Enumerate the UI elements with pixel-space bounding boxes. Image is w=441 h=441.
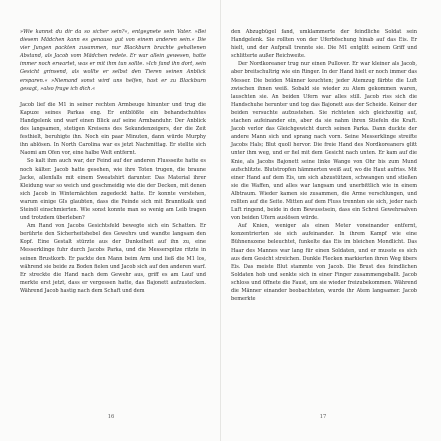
left-paragraph-4: Am Rand von Jacobs Gesichtsfeld bewegte sich ein Schatten. Er berührte den Sicherheitshebel des Gewehrs und wandte langsam den Kopf. Eine Gestalt stürzte aus der Dunkelheit auf ihn zu, eine Messerklinge fuhr durch Jacobs Parka, und die Messerspitze ritzte in seinen Brustkorb. Er packte den Mann beim Arm und ließ die M1 los, während sie beide zu Boden fielen und Jacob sich auf den anderen warf. Er streckte die Hand nach dem Gewehr aus, griff es am Lauf und merkte erst jetzt, dass er vergessen hatte, das Bajonett aufzustecken. Während Jacob hastig nach dem Schaft und dem bbox=[20, 223, 206, 294]
right-page bbox=[231, 28, 417, 303]
right-paragraph-1: den Abzugbügel fand, umklammerte der feindliche Soldat sein Handgelenk. Sie rollten von der Uferböschung hinab auf das Eis. Er hielt, und der Aufprall trennte sie. Die M1 entglitt seinem Griff und schlitterte außer Reichweite. bbox=[231, 29, 417, 60]
left-paragraph-2: Jacob lief die M1 in seiner rechten Armbeuge hinunter und trug die Kapuze seines Parkas eng. Er entblößte ein behandschuhtes Handgelenk und warf einen Blick auf seine Armbanduhr. Der Anblick des langsamen, stetigen Kreisens des Sekundenzeigers, der die Zeit festhielt, beruhigte ihn. Noch ein paar Minuten, dann würde Murphy ihn ablösen. In North Carolina war es jetzt Nachmittag. Er stellte sich Naomi am Ofen vor, eine halbe Welt entfernt. bbox=[20, 101, 206, 157]
left-page-number: 16 bbox=[107, 414, 115, 420]
right-paragraph-3: Auf Knien, weniger als einen Meter voneinander entfernt, konzentrierten sie sich aufeinander. In ihrem Kampf wie eine Bühnenszene beleuchtet, funkelte das Eis im bleichen Mondlicht. Das Haar des Mannes war lang für einen Soldaten, und er musste es sich aus dem Gesicht streichen. Dunkle Flecken markierten ihren Weg übers Eis. Das meiste Blut stammte von Jacob. Die Brust des feindlichen Soldaten hob und senkte sich in einer Finger zusammengeballt. Jacob schloss und öffnete die Faust, um sie wieder freizubekommen. Während die Männer einander beobachteten, wurde ihr Atem langsamer. Jacob bemerkte bbox=[231, 223, 417, 303]
left-paragraph-1: »Wie kannst du dir da so sicher sein?«, entgegnete sein Vater. »Bei diesem Mädchen kann es genauso gut von einem anderen sein.« Die vier Jungen packten zusammen, nur Blackburn brachte gehaltenen Abstand, als Jacob vom Mädchen redete. Er war allein gewesen, hatte immer noch erwartet, was er mit ihm tun sollte. »Ich fand ihn dort, sein Gesicht grinsend, als wollte er selbst den Tieren seinen Anblick ersparen.« »Niemand sonst wird uns helfen, hast er zu Blackburn gesagt, »also frage ich dich.« bbox=[20, 29, 206, 92]
left-page bbox=[20, 28, 206, 295]
right-page-number: 17 bbox=[319, 414, 327, 420]
book-gutter bbox=[220, 0, 221, 441]
right-paragraph-2: Der Nordkoreaner trug nur einen Pullover. Er war kleiner als Jacob, aber breitschultrig wie ein Ringer. In der Hand hielt er noch immer das Messer. Die beiden Männer keuchten; jeder Atemzug färbte die Luft zwischen ihnen weiß. Sobald sie wieder zu Atem gekommen waren, lauschten sie. An beiden Ufern war alles still. Jacob riss sich die Handschuhe herunter und tog das Bajonett aus der Scheide. Keiner der beiden versuchte aufzustehen. Sie richteten sich gleichzeitig auf, stachen aufeinander ein, aber da sie nahm ihren Stiefeln die Kraft. Jacob verlor das Gleichgewicht durch seinen Parka. Dann duckte der andere Mann sich und sprang nach vorn. Seine Messerklinge streifte Jacobs Hals; Blut quoll hervor. Die freie Hand des Nordkoreaners glitt unter ihm weg, und er fiel mit dem Gesicht nach unten. Er kam auf die Knie, als Jacobs Bajonett seine linke Wange von Ohr bis zum Mund aufschlitzte. Blutstropfen hämmerten weiß auf, wo die Haut aufriss. Mit einer Hand auf dem Eis, um sich abzustützen, schwangen und stießen sie die Waffen, und alles war langsam und unerbittlich wie in einem Albtraum. Wieder kamen sie zusammen, die Arme verschlungen, und rollten auf die Seite. Mitten auf dem Fluss trennten sie sich, jeder nach Luft ringend, beide in dem Bewusstsein, dass ein Schrei Gewehrsalven von beiden Ufern auslösen würde. bbox=[231, 61, 417, 222]
left-paragraph-3: So kalt ihm auch war, der Feind auf der anderen Flussseite hatte es noch kälter. Jacob hatte gesehen, wie ihre Toten trugen, die braune Jacke, allenfalls mit einem Sweatshirt darunter. Das Material ihrer Kleidung war so weich und geschmeidig wie die der Decken, mit denen sich Jacob in Winternächten zugedeckt hatte. Er konnte verstehen, warum einige GIs glaubten, dass die Feinde sich mit Branntkalk und Steinöl einschmierten. Wie sonst konnte man so wenig am Leib tragen und trotzdem überleben? bbox=[20, 158, 206, 222]
